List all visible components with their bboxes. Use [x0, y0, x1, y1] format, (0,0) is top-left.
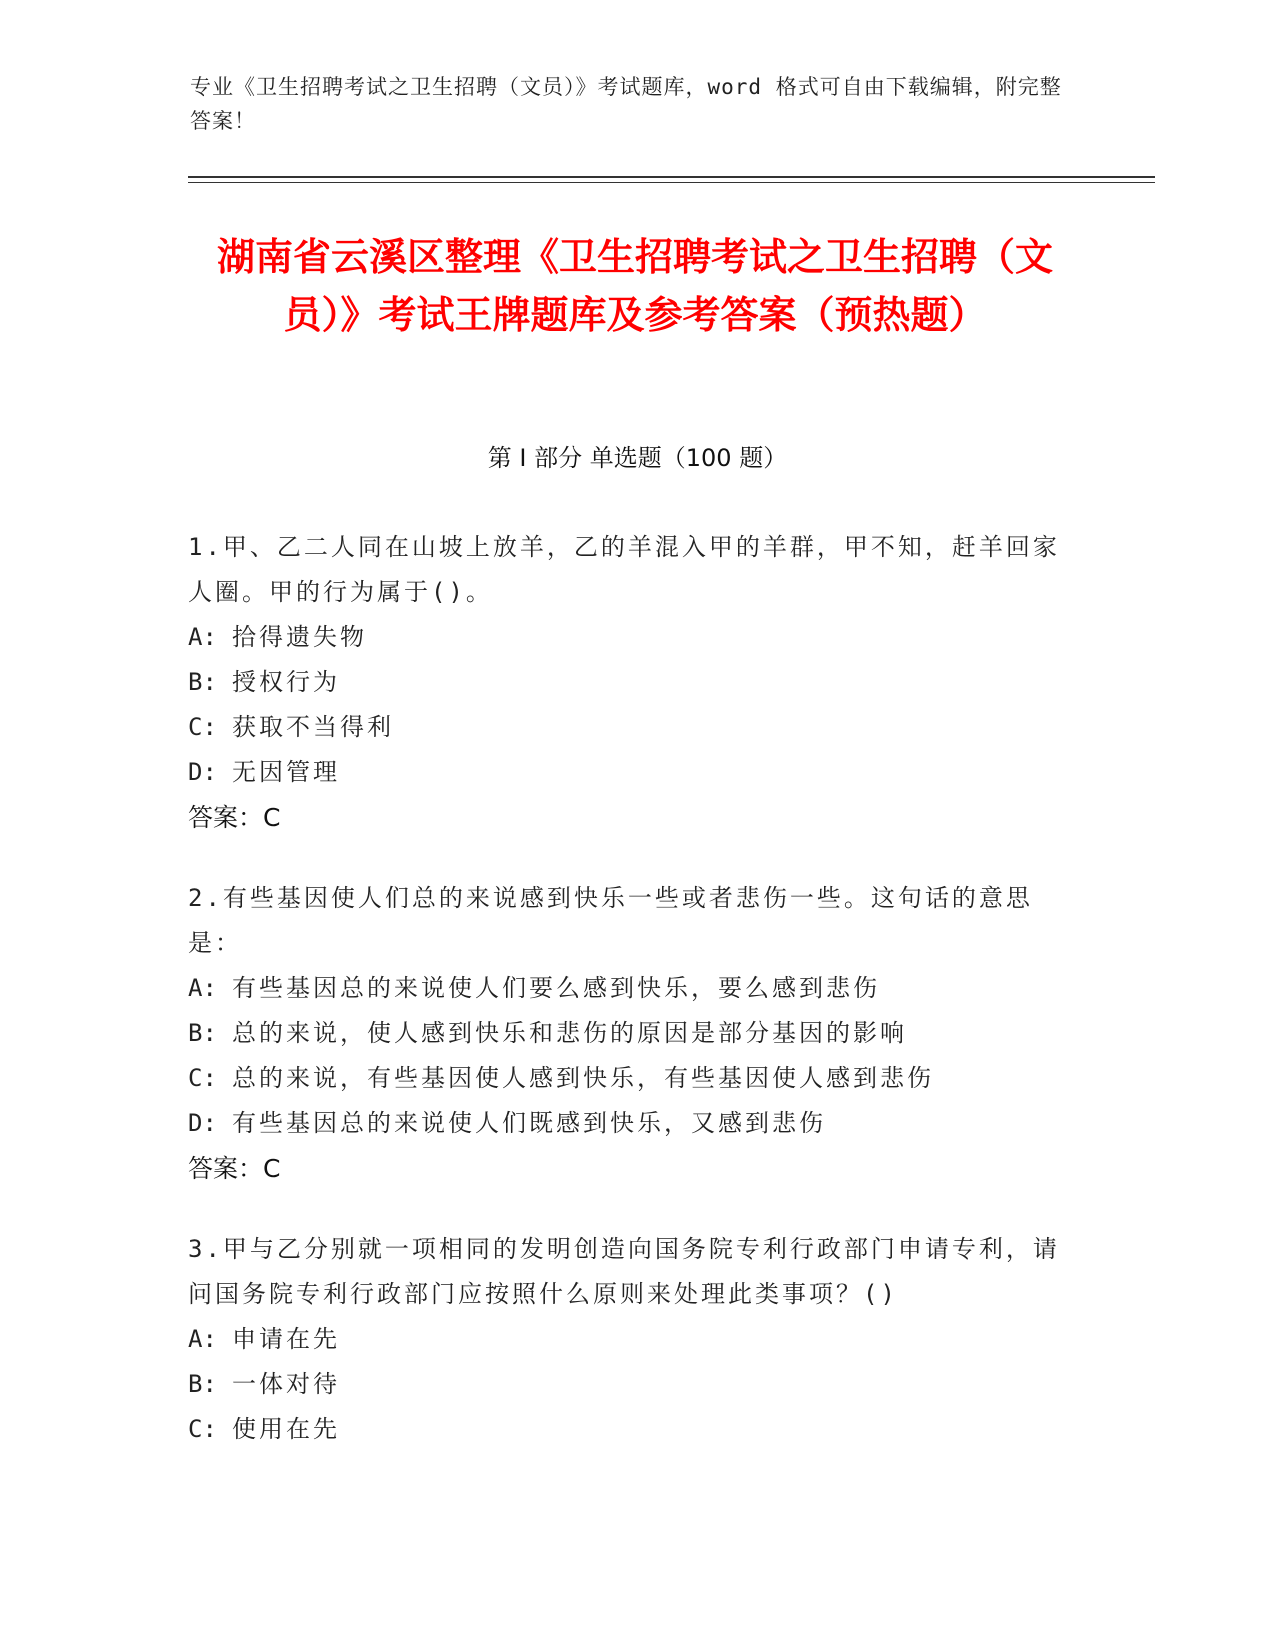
option-d [188, 750, 1068, 795]
option-label: C: [188, 1415, 217, 1443]
option-label: C: [188, 713, 217, 741]
option-d [188, 1101, 1068, 1146]
option-text: 有些基因总的来说使人们要么感到快乐，要么感到悲伤 [232, 974, 880, 1002]
section-heading: 第 I 部分 单选题（100 题） [487, 444, 788, 472]
option-c [188, 1056, 1068, 1101]
option-label: A: [188, 1325, 217, 1353]
option-text: 获取不当得利 [232, 713, 394, 741]
question-item [188, 525, 1068, 840]
option-label: D: [188, 1109, 217, 1137]
option-text: 有些基因总的来说使人们既感到快乐，又感到悲伤 [232, 1109, 826, 1137]
option-label: B: [188, 668, 217, 696]
option-label: D: [188, 758, 217, 786]
option-text: 授权行为 [232, 668, 340, 696]
option-c [188, 705, 1068, 750]
option-text: 使用在先 [232, 1415, 340, 1443]
option-text: 总的来说，使人感到快乐和悲伤的原因是部分基因的影响 [232, 1019, 907, 1047]
question-list [188, 525, 1068, 1488]
question-stem: 1.甲、乙二人同在山坡上放羊，乙的羊混入甲的羊群，甲不知，赶羊回家人圈。甲的行为属于()。 [188, 533, 1060, 606]
option-b [188, 1362, 1068, 1407]
option-text: 拾得遗失物 [232, 623, 367, 651]
option-b [188, 660, 1068, 705]
answer-line: 答案：C [188, 803, 281, 832]
option-label: A: [188, 623, 217, 651]
question-stem: 2.有些基因使人们总的来说感到快乐一些或者悲伤一些。这句话的意思是： [188, 884, 1033, 957]
option-label: B: [188, 1019, 217, 1047]
option-label: B: [188, 1370, 217, 1398]
question-item [188, 1227, 1068, 1452]
document-title: 湖南省云溪区整理《卫生招聘考试之卫生招聘（文员）》考试王牌题库及参考答案（预热题） [216, 235, 1053, 337]
header-note: 专业《卫生招聘考试之卫生招聘（文员）》考试题库，word 格式可自由下载编辑，附完整答案！ [190, 75, 1062, 133]
option-a [188, 966, 1068, 1011]
option-text: 一体对待 [232, 1370, 340, 1398]
question-stem: 3.甲与乙分别就一项相同的发明创造向国务院专利行政部门申请专利，请问国务院专利行政部门应按照什么原则来处理此类事项？() [188, 1235, 1060, 1308]
option-a [188, 1317, 1068, 1362]
question-item [188, 876, 1068, 1191]
answer-line: 答案：C [188, 1154, 281, 1183]
option-text: 申请在先 [232, 1325, 340, 1353]
option-text: 无因管理 [232, 758, 340, 786]
option-c [188, 1407, 1068, 1452]
header-divider-thin [188, 182, 1155, 183]
option-b [188, 1011, 1068, 1056]
option-label: C: [188, 1064, 217, 1092]
option-a [188, 615, 1068, 660]
header-divider-thick [188, 176, 1155, 178]
option-label: A: [188, 974, 217, 1002]
option-text: 总的来说，有些基因使人感到快乐，有些基因使人感到悲伤 [232, 1064, 934, 1092]
